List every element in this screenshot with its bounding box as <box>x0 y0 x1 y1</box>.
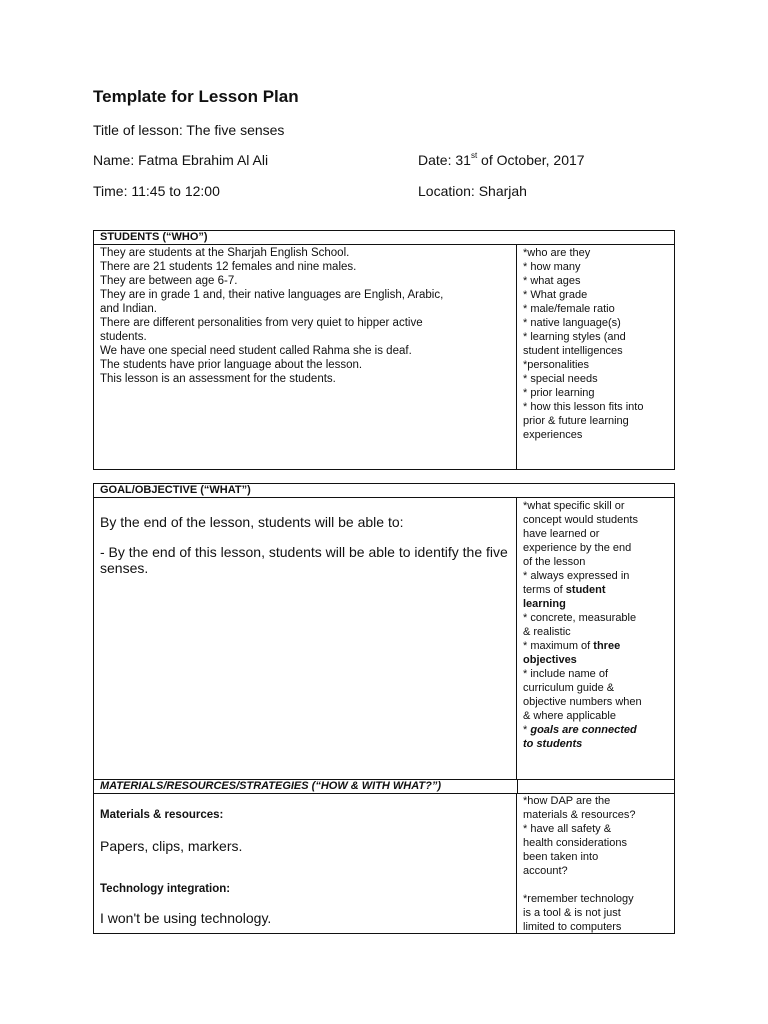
goal-intro: By the end of the lesson, students will be able to: <box>100 514 404 530</box>
guidance-line: * how many <box>523 261 581 273</box>
goal-header <box>94 484 674 498</box>
lesson-title: Title of lesson: The five senses <box>93 122 285 138</box>
students-section <box>93 230 675 470</box>
materials-header-label: MATERIALS/RESOURCES/STRATEGIES (“HOW & WITH WHAT?”) <box>100 780 441 792</box>
resources-label: Materials & resources: <box>100 809 224 821</box>
guidance-line: *remember technology <box>523 893 634 905</box>
students-line: They are in grade 1 and, their native languages are English, Arabic, <box>100 289 444 301</box>
resources-text: Papers, clips, markers. <box>100 838 243 854</box>
guidance-line: been taken into <box>523 851 599 863</box>
goal-header-label: GOAL/OBJECTIVE (“WHAT”) <box>100 484 251 496</box>
guidance-line: *personalities <box>523 359 590 371</box>
header-divider <box>517 780 518 794</box>
technology-text: I won't be using technology. <box>100 910 272 926</box>
guidance-line: is a tool & is not just <box>523 907 621 919</box>
guidance-line: * always expressed in <box>523 570 630 582</box>
guidance-line: *what specific skill or <box>523 500 625 512</box>
guidance-line: * what ages <box>523 275 581 287</box>
goal-guidance <box>517 498 674 779</box>
goal-body <box>94 498 674 779</box>
guidance-line: experiences <box>523 429 583 441</box>
guidance-line: & where applicable <box>523 710 616 722</box>
guidance-line: experience by the end <box>523 542 632 554</box>
guidance-line: * have all safety & <box>523 823 612 835</box>
guidance-line: have learned or <box>523 528 600 540</box>
students-header-label: STUDENTS (“WHO”) <box>100 231 208 243</box>
guidance-line <box>523 878 670 892</box>
guidance-text: terms of <box>523 584 566 596</box>
guidance-line: objectives <box>523 654 577 666</box>
students-line: They are between age 6-7. <box>100 275 238 287</box>
guidance-line: limited to computers <box>523 921 622 933</box>
date-suffix: of October, 2017 <box>477 152 585 168</box>
goal-objective: - By the end of this lesson, students will be able to identify the five senses. <box>100 544 508 576</box>
materials-body <box>94 794 674 933</box>
guidance-line: * include name of <box>523 668 608 680</box>
materials-section <box>93 779 675 934</box>
guidance-line: materials & resources? <box>523 809 636 821</box>
students-guidance <box>517 245 674 469</box>
guidance-emphasis: student <box>565 584 606 596</box>
students-description <box>94 245 517 469</box>
guidance-line: * special needs <box>523 373 598 385</box>
guidance-line: of the lesson <box>523 556 586 568</box>
guidance-emphasis: goals are connected <box>530 724 637 736</box>
students-header <box>94 231 674 245</box>
lesson-time: Time: 11:45 to 12:00 <box>93 183 220 199</box>
guidance-line: account? <box>523 865 568 877</box>
guidance-line: *how DAP are the <box>523 795 611 807</box>
guidance-line: * learning styles (and <box>523 331 626 343</box>
guidance-line <box>523 583 670 597</box>
guidance-line: student intelligences <box>523 345 623 357</box>
guidance-line: & realistic <box>523 626 571 638</box>
materials-guidance <box>517 794 674 933</box>
guidance-line: * concrete, measurable <box>523 612 637 624</box>
goal-section <box>93 483 675 780</box>
goal-content <box>94 498 517 779</box>
guidance-line: health considerations <box>523 837 627 849</box>
guidance-text: * maximum of <box>523 640 594 652</box>
guidance-line: concept would students <box>523 514 638 526</box>
guidance-line: * native language(s) <box>523 317 621 329</box>
lesson-date <box>418 151 585 169</box>
document-title: Template for Lesson Plan <box>93 87 299 106</box>
guidance-emphasis: three <box>593 640 621 652</box>
guidance-line: objective numbers when <box>523 696 642 708</box>
students-line: and Indian. <box>100 303 157 315</box>
guidance-line <box>523 639 670 653</box>
students-line: We have one special need student called Rahma she is deaf. <box>100 345 412 357</box>
date-ordinal: st <box>470 151 478 161</box>
students-line: This lesson is an assessment for the students. <box>100 373 336 385</box>
date-prefix: Date: 31 <box>418 152 471 168</box>
guidance-line: *who are they <box>523 247 591 259</box>
guidance-line: * how this lesson fits into <box>523 401 644 413</box>
students-line: There are different personalities from very quiet to hipper active <box>100 317 423 329</box>
teacher-name: Name: Fatma Ebrahim Al Ali <box>93 152 269 168</box>
guidance-line: to students <box>523 738 583 750</box>
materials-header <box>94 780 674 794</box>
lesson-location: Location: Sharjah <box>418 183 527 199</box>
guidance-line: curriculum guide & <box>523 682 615 694</box>
guidance-line: * prior learning <box>523 387 595 399</box>
guidance-text: * <box>523 724 531 736</box>
guidance-line: * male/female ratio <box>523 303 615 315</box>
guidance-line <box>523 723 670 737</box>
guidance-line: * What grade <box>523 289 588 301</box>
students-line: They are students at the Sharjah English School. <box>100 247 350 259</box>
guidance-line: learning <box>523 598 566 610</box>
students-line: There are 21 students 12 females and nine males. <box>100 261 357 273</box>
materials-content <box>94 794 517 933</box>
guidance-line: prior & future learning <box>523 415 629 427</box>
students-body <box>94 245 674 469</box>
technology-label: Technology integration: <box>100 883 231 895</box>
students-line: The students have prior language about the lesson. <box>100 359 363 371</box>
students-line: students. <box>100 331 147 343</box>
